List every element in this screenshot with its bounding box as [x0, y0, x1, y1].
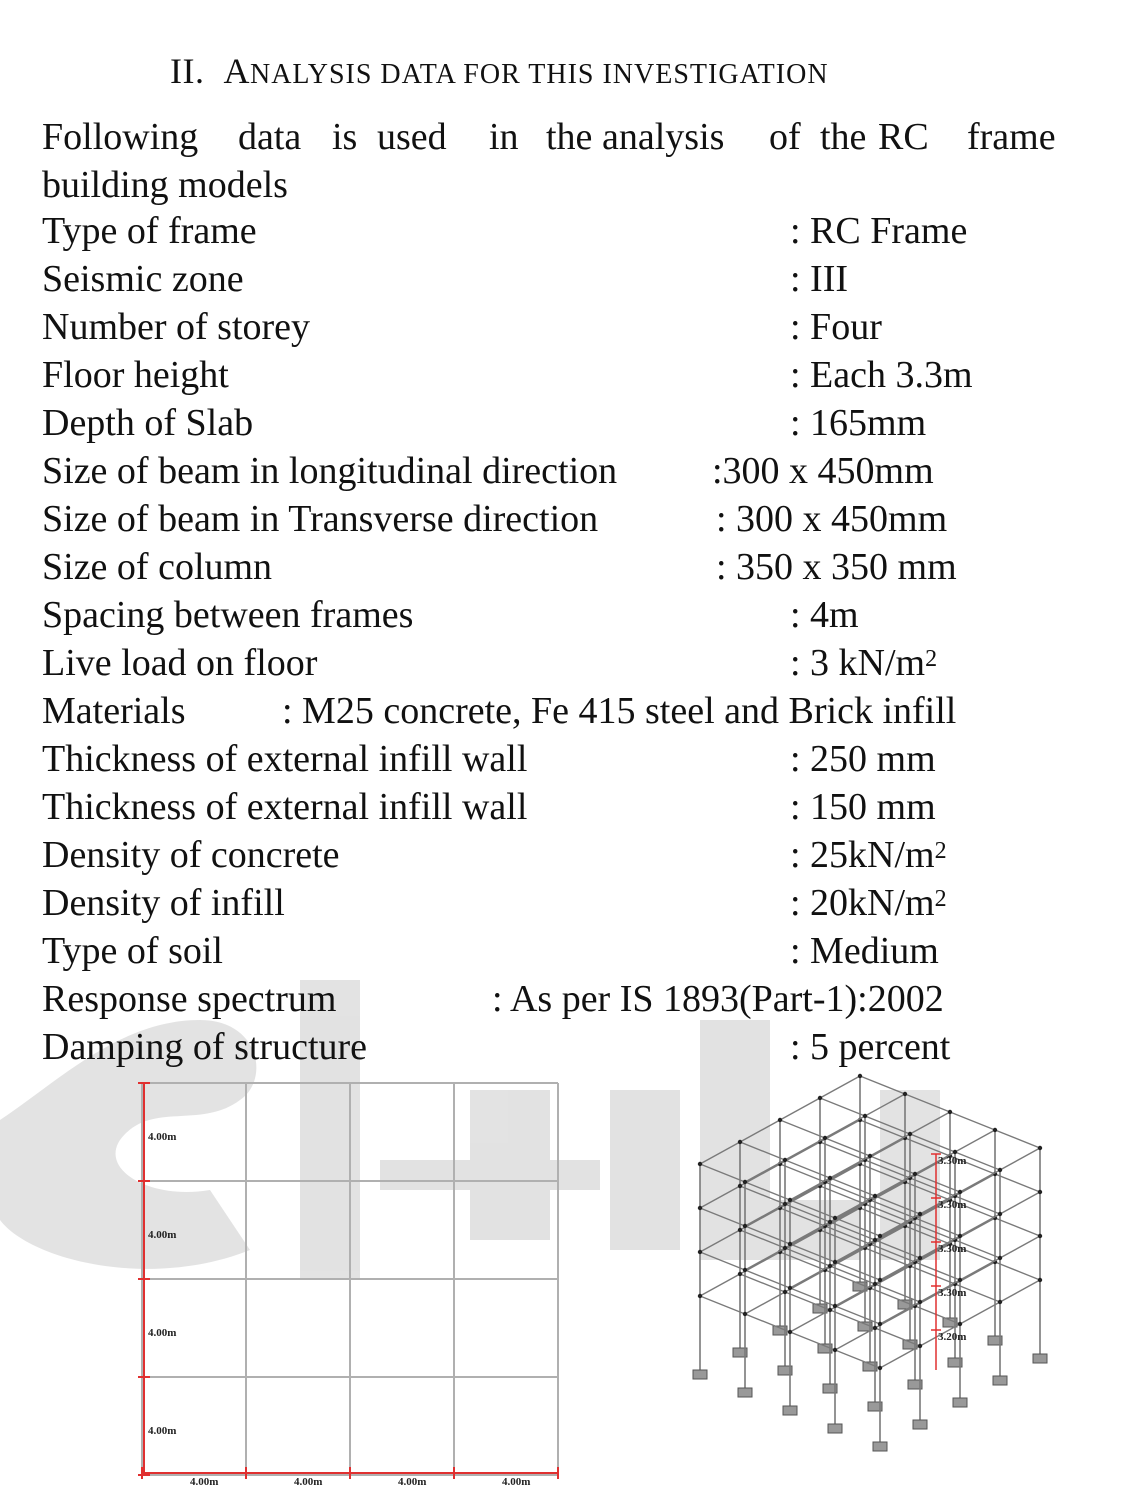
iso-node: [918, 1300, 922, 1304]
iso-node: [823, 1136, 827, 1140]
iso-node: [738, 1228, 742, 1232]
intro-word: data: [238, 116, 302, 158]
section-title-rest: NALYSIS DATA FOR THIS INVESTIGATION: [249, 59, 829, 90]
isometric-frame: [693, 1074, 1047, 1451]
iso-node: [743, 1268, 747, 1272]
intro-word: the: [820, 116, 867, 158]
data-row-value: : $25kN/m^2$: [790, 834, 947, 876]
iso-node: [998, 1168, 1002, 1172]
iso-beam: [700, 1208, 745, 1226]
iso-dim-label: 3.30m: [938, 1199, 967, 1211]
iso-node: [828, 1308, 832, 1312]
iso-beam: [700, 1186, 740, 1208]
data-row-value: : 4m: [790, 594, 859, 636]
intro-word: in: [489, 116, 519, 158]
data-row-label: Type of soil: [42, 930, 223, 972]
iso-dim-label: 3.30m: [938, 1287, 967, 1299]
iso-beam: [745, 1314, 790, 1332]
data-row-label: Thickness of external infill wall: [42, 738, 528, 780]
iso-node: [998, 1212, 1002, 1216]
iso-node: [1038, 1234, 1042, 1238]
iso-node: [878, 1234, 882, 1238]
section-number: II.: [170, 51, 205, 91]
iso-node: [858, 1074, 862, 1078]
iso-beam: [835, 1350, 880, 1368]
iso-node: [783, 1246, 787, 1250]
data-row-label: Density of concrete: [42, 834, 340, 876]
data-row-value: : Medium: [790, 930, 939, 972]
data-row-label: Damping of structure: [42, 1026, 368, 1068]
intro-word: is: [332, 116, 358, 158]
iso-beam: [875, 1328, 920, 1346]
data-row-label: Type of frame: [42, 210, 257, 252]
iso-dim-label: 3.30m: [938, 1243, 967, 1255]
iso-node: [948, 1110, 952, 1114]
data-row-value: : 3 $kN/m^2$: [790, 642, 938, 684]
iso-footing: [953, 1398, 967, 1407]
iso-beam: [780, 1120, 825, 1138]
superscript: 2: [934, 838, 947, 864]
iso-node: [918, 1256, 922, 1260]
plan-dim-label-y: 4.00m: [148, 1229, 177, 1241]
iso-beam: [700, 1164, 745, 1182]
iso-beam: [780, 1098, 820, 1120]
iso-node: [958, 1234, 962, 1238]
iso-node: [913, 1172, 917, 1176]
data-row-label: Depth of Slab: [42, 402, 254, 444]
intro-word: Following: [42, 116, 199, 158]
iso-node: [958, 1278, 962, 1282]
iso-node: [878, 1322, 882, 1326]
iso-node: [743, 1180, 747, 1184]
iso-beam: [820, 1098, 865, 1116]
iso-node: [828, 1264, 832, 1268]
iso-beam: [745, 1204, 785, 1226]
iso-node: [863, 1114, 867, 1118]
iso-node: [698, 1206, 702, 1210]
intro-word: analysis: [602, 116, 725, 158]
iso-beam: [870, 1134, 910, 1156]
iso-footing: [738, 1388, 752, 1397]
iso-beam: [955, 1130, 995, 1152]
section-title-initial: A: [223, 51, 250, 91]
data-row-value: : As per IS 1893(Part-1):2002: [492, 978, 944, 1020]
iso-node: [778, 1118, 782, 1122]
iso-node: [873, 1326, 877, 1330]
iso-node: [788, 1330, 792, 1334]
iso-node: [738, 1140, 742, 1144]
iso-node: [878, 1278, 882, 1282]
data-row-value: : 350 x 350 mm: [716, 546, 957, 588]
iso-beam: [880, 1346, 920, 1368]
iso-node: [1038, 1190, 1042, 1194]
iso-node: [878, 1366, 882, 1370]
iso-node: [833, 1304, 837, 1308]
iso-node: [743, 1312, 747, 1316]
plan-dim-label-x: 4.00m: [398, 1476, 427, 1488]
plan-dim-label-y: 4.00m: [148, 1327, 177, 1339]
iso-beam: [745, 1248, 785, 1270]
data-row-label: Size of column: [42, 546, 273, 588]
iso-node: [1038, 1146, 1042, 1150]
iso-node: [918, 1212, 922, 1216]
iso-node: [833, 1348, 837, 1352]
iso-node: [958, 1190, 962, 1194]
iso-beam: [700, 1274, 740, 1296]
iso-beam: [790, 1222, 830, 1244]
iso-footing: [993, 1376, 1007, 1385]
iso-beam: [960, 1258, 1000, 1280]
data-row-value: : M25 concrete, Fe 415 steel and Brick infill: [282, 690, 957, 732]
iso-node: [828, 1220, 832, 1224]
data-row-value: : RC Frame: [790, 210, 968, 252]
iso-beam: [700, 1296, 745, 1314]
data-row-value: :300 x 450mm: [712, 450, 934, 492]
iso-beam: [785, 1138, 825, 1160]
iso-footing: [693, 1370, 707, 1379]
iso-beam: [745, 1292, 785, 1314]
iso-beam: [830, 1156, 870, 1178]
iso-dim-label: 3.20m: [938, 1331, 967, 1343]
iso-beam: [740, 1142, 785, 1160]
iso-node: [818, 1096, 822, 1100]
iso-beam: [835, 1328, 875, 1350]
plan-grid: [142, 1083, 558, 1475]
iso-node: [918, 1344, 922, 1348]
isometric-frame-figure: [580, 1090, 1000, 1500]
iso-node: [738, 1184, 742, 1188]
iso-node: [783, 1158, 787, 1162]
data-row-label: Size of beam in Transverse direction: [42, 498, 599, 540]
data-row-value: : 300 x 450mm: [716, 498, 948, 540]
data-row-value: : Four: [790, 306, 882, 348]
iso-node: [833, 1260, 837, 1264]
iso-node: [788, 1286, 792, 1290]
plan-dim-label-y: 4.00m: [148, 1425, 177, 1437]
plan-dimensions: [138, 1083, 558, 1488]
iso-beam: [790, 1266, 830, 1288]
iso-footing: [783, 1406, 797, 1415]
intro-line-2: building models: [42, 164, 288, 206]
plan-dim-label-x: 4.00m: [294, 1476, 323, 1488]
iso-footing: [828, 1424, 842, 1433]
intro-word: the: [546, 116, 593, 158]
iso-node: [873, 1282, 877, 1286]
iso-footing: [913, 1420, 927, 1429]
data-row-label: Floor height: [42, 354, 229, 396]
iso-beam: [960, 1170, 1000, 1192]
iso-beam: [745, 1160, 785, 1182]
iso-beam: [700, 1252, 745, 1270]
intro-paragraph: [42, 113, 1142, 209]
iso-node: [958, 1322, 962, 1326]
iso-beam: [915, 1306, 960, 1324]
plan-dim-label-x: 4.00m: [190, 1476, 219, 1488]
iso-node: [698, 1250, 702, 1254]
iso-node: [1038, 1278, 1042, 1282]
iso-node: [783, 1202, 787, 1206]
data-row-label: Number of storey: [42, 306, 311, 348]
iso-beam: [790, 1310, 830, 1332]
data-row-label: Size of beam in longitudinal direction: [42, 450, 618, 492]
iso-beam: [960, 1214, 1000, 1236]
iso-node: [698, 1294, 702, 1298]
iso-beam: [905, 1094, 950, 1112]
data-row-value: : Each 3.3m: [790, 354, 973, 396]
iso-node: [993, 1128, 997, 1132]
data-row-label: Response spectrum: [42, 978, 337, 1020]
iso-node: [873, 1194, 877, 1198]
iso-node: [998, 1256, 1002, 1260]
iso-node: [868, 1154, 872, 1158]
iso-beam: [910, 1112, 950, 1134]
data-row-label: Spacing between frames: [42, 594, 414, 636]
intro-word: of: [769, 116, 801, 158]
superscript: 2: [934, 886, 947, 912]
data-row-value: : $20kN/m^2$: [790, 882, 947, 924]
data-row-label: Live load on floor: [42, 642, 318, 684]
iso-node: [833, 1216, 837, 1220]
iso-beam: [960, 1302, 1000, 1324]
iso-beam: [865, 1094, 905, 1116]
iso-node: [953, 1150, 957, 1154]
iso-node: [903, 1092, 907, 1096]
iso-beam: [825, 1116, 865, 1138]
iso-node: [828, 1176, 832, 1180]
data-row-label: Thickness of external infill wall: [42, 786, 528, 828]
data-row-value: : 250 mm: [790, 738, 936, 780]
iso-footing: [873, 1442, 887, 1451]
data-row-value: : 5 percent: [790, 1026, 951, 1068]
isometric-dimensions: [931, 1154, 966, 1370]
floor-plan-figure: [130, 1075, 570, 1495]
iso-beam: [790, 1178, 830, 1200]
iso-node: [743, 1224, 747, 1228]
intro-word: frame: [967, 116, 1056, 158]
iso-beam: [700, 1230, 740, 1252]
iso-node: [788, 1198, 792, 1202]
plan-dim-label-x: 4.00m: [502, 1476, 531, 1488]
iso-dim-label: 3.30m: [938, 1155, 967, 1167]
iso-beam: [950, 1112, 995, 1130]
iso-node: [738, 1272, 742, 1276]
data-row-value: : 165mm: [790, 402, 927, 444]
data-row-label: Seismic zone: [42, 258, 244, 300]
iso-node: [873, 1238, 877, 1242]
data-row-label: Materials: [42, 690, 186, 732]
data-row-label: Density of infill: [42, 882, 285, 924]
iso-beam: [740, 1120, 780, 1142]
iso-beam: [700, 1142, 740, 1164]
data-row-value: : III: [790, 258, 849, 300]
iso-node: [998, 1300, 1002, 1304]
intro-word: used: [377, 116, 447, 158]
superscript: 2: [925, 646, 938, 672]
section-heading: [170, 50, 829, 92]
data-row-value: : 150 mm: [790, 786, 936, 828]
iso-node: [783, 1290, 787, 1294]
plan-dim-label-y: 4.00m: [148, 1131, 177, 1143]
intro-line-1: [42, 113, 1142, 161]
iso-node: [788, 1242, 792, 1246]
iso-node: [908, 1132, 912, 1136]
iso-footing: [1033, 1354, 1047, 1363]
intro-word: RC: [878, 116, 929, 158]
iso-beam: [790, 1332, 835, 1350]
iso-node: [698, 1162, 702, 1166]
